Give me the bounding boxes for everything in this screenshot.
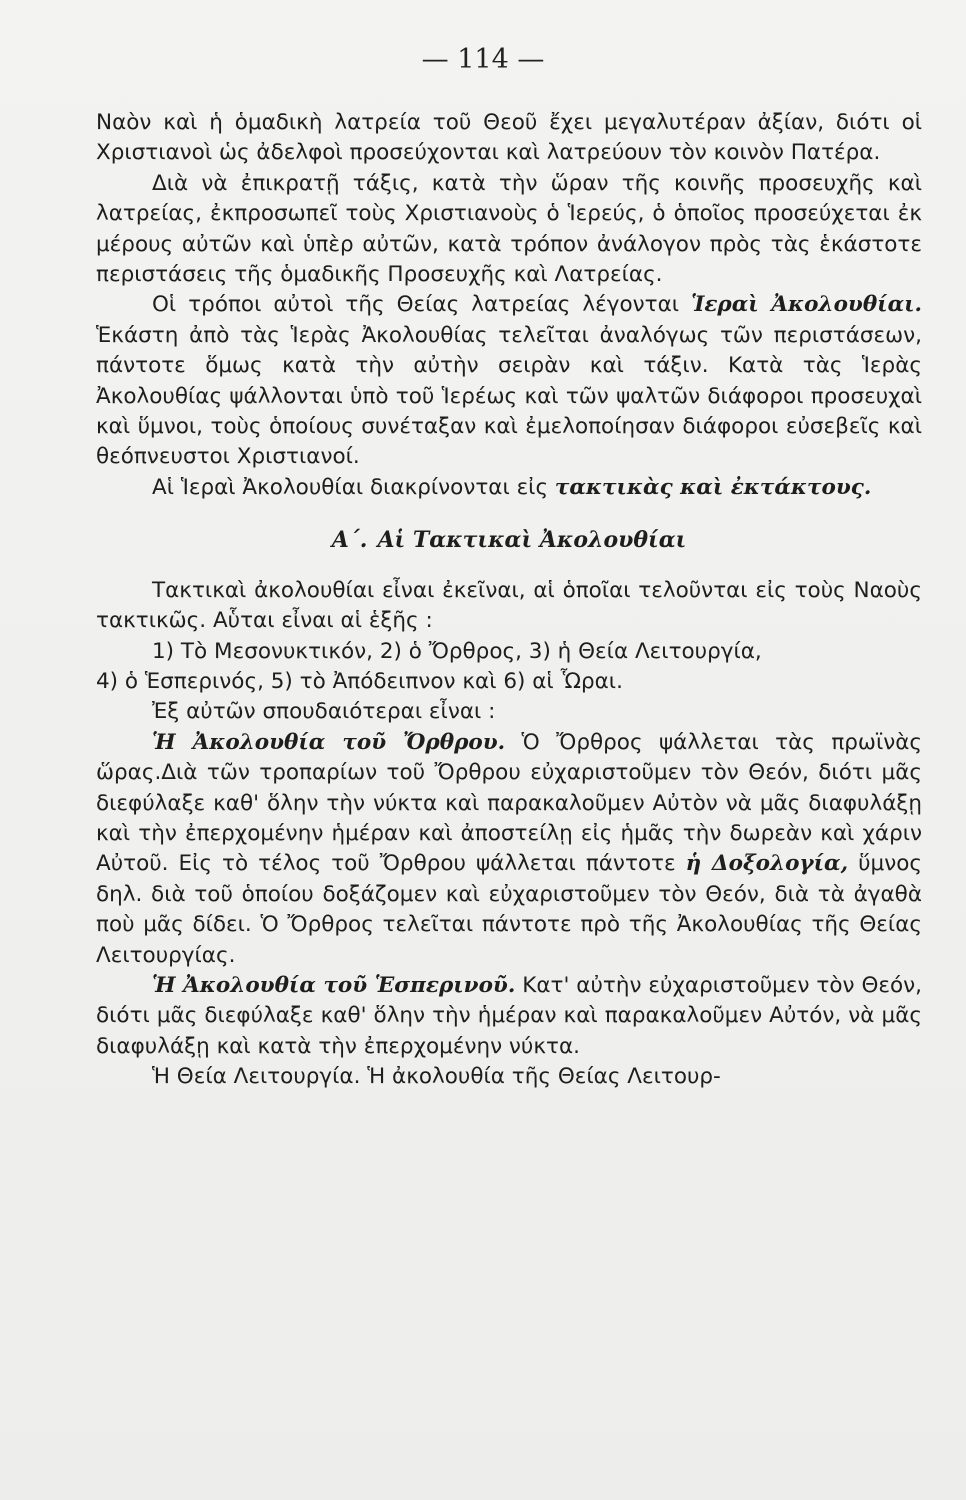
paragraph-orthros <box>96 728 922 971</box>
services-list-line-2: 4) ὁ Ἑσπερινός, 5) τὸ Ἀπόδειπνον καὶ 6) αἱ Ὧραι. <box>96 668 623 694</box>
paragraph-4 <box>96 473 922 503</box>
paragraph-4-text: Αἱ Ἱεραὶ Ἀκολουθίαι διακρίνονται εἰς <box>152 474 555 500</box>
term-doxologia: ἡ Δοξολογία, <box>685 851 849 877</box>
paragraph-3-rest: Ἑκάστη ἀπὸ τὰς Ἱερὰς Ἀκολουθίας τελεῖται ἀναλόγως τῶν περιστάσεων, πάντοτε ὅμως κατὰ τὴν αὐτὴν σειρὰν καὶ τάξιν. Κατὰ τὰς Ἱερὰς Ἀκολουθίας ψάλλονται ὑπὸ τοῦ Ἱερέως καὶ τῶν ψαλτῶν διάφοροι προσευχαὶ καὶ ὕμνοι, τοὺς ὁποίους συνέταξαν καὶ ἐμελοποίησαν διάφοροι εὐσεβεῖς καὶ θεόπνευστοι Χριστιανοί. <box>96 322 922 470</box>
page-body <box>96 108 922 1093</box>
section-letter: Α΄. <box>331 527 368 554</box>
term-ierai-akolouthiai: Ἱεραὶ Ἀκολουθίαι. <box>691 292 923 318</box>
paragraph-esperinos <box>96 971 922 1062</box>
term-orthros: Ἡ Ἀκολουθία τοῦ Ὄρθρου. <box>152 729 506 755</box>
paragraph-3-text: Οἱ τρόποι αὐτοὶ τῆς Θείας λατρείας λέγονται <box>152 292 692 318</box>
leitourgia-text: Ἡ ἀκολουθία τῆς Θείας Λειτουρ- <box>360 1064 721 1090</box>
paragraph-5: Τακτικαὶ ἀκολουθίαι εἶναι ἐκεῖναι, αἱ ὁποῖαι τελοῦνται εἰς τοὺς Ναοὺς τακτικῶς. Αὗται εἶναι αἱ ἑξῆς : <box>96 577 922 634</box>
term-esperinos: Ἡ Ἀκολουθία τοῦ Ἑσπερινοῦ. <box>152 972 516 998</box>
term-leitourgia: Ἡ Θεία Λειτουργία. <box>152 1064 361 1090</box>
services-list-line-1: 1) Τὸ Μεσονυκτικόν, 2) ὁ Ὄρθρος, 3) ἡ Θεία Λειτουργία, <box>152 638 762 664</box>
paragraph-1: Ναὸν καὶ ἡ ὁμαδικὴ λατρεία τοῦ Θεοῦ ἔχει μεγαλυτέραν ἀξίαν, διότι οἱ Χριστιανοὶ ὡς ἀδελφοὶ προσεύχονται καὶ λατρεύουν τὸν κοινὸν Πατέρα. <box>96 110 922 166</box>
section-heading <box>96 525 922 555</box>
paragraph-3 <box>96 290 922 472</box>
paragraph-leitourgia <box>96 1062 922 1092</box>
paragraph-6: Ἐξ αὐτῶν σπουδαιότεραι εἶναι : <box>152 699 496 725</box>
orthros-text-end: ὕμνος δηλ. διὰ τοῦ ὁποίου δοξάζομεν καὶ εὐχαριστοῦμεν τὸν Θεόν, διὰ τὰ ἀγαθὰ ποὺ μᾶς δίδει. Ὁ Ὄρθρος τελεῖται πάντοτε πρὸ τῆς Ἀκολουθίας τῆς Θείας Λειτουργίας. <box>96 851 922 968</box>
orthros-text: Ὁ Ὄρθρος ψάλλεται τὰς πρωϊνὰς ὥρας.Διὰ τῶν τροπαρίων τοῦ Ὄρθρου εὐχαριστοῦμεν τὸν Θεόν, διότι μᾶς διεφύλαξε καθ' ὅλην τὴν νύκτα καὶ παρακαλοῦμεν Αὐτὸν νὰ μᾶς διαφυλάξῃ καὶ τὴν ἐπερχομένην ἡμέραν καὶ ἀποστείλῃ εἰς ἡμᾶς τὴν δωρεὰν καὶ χάριν Αὐτοῦ. Εἰς τὸ τέλος τοῦ Ὄρθρου ψάλλεται πάντοτε <box>96 729 922 877</box>
esperinos-text: Κατ' αὐτὴν εὐχαριστοῦμεν τὸν Θεόν, διότι μᾶς διεφύλαξε καθ' ὅλην τὴν ἡμέραν καὶ παρακαλοῦμεν Αὐτόν, νὰ μᾶς διαφυλάξῃ καὶ κατὰ τὴν ἐπερχομένην νύκτα. <box>96 972 922 1059</box>
term-taktikas-ektaktous: τακτικὰς καὶ ἐκτάκτους. <box>554 474 872 500</box>
paragraph-2: Διὰ νὰ ἐπικρατῇ τάξις, κατὰ τὴν ὥραν τῆς κοινῆς προσευχῆς καὶ λατρείας, ἐκπροσωπεῖ τοὺς Χριστιανοὺς ὁ Ἱερεύς, ὁ ὁποῖος προσεύχεται ἐκ μέρους αὐτῶν καὶ ὑπὲρ αὐτῶν, κατὰ τρόπον ἀνάλογον πρὸς τὰς ἑκάστοτε περιστάσεις τῆς ὁμαδικῆς Προσευχῆς καὶ Λατρείας. <box>96 170 922 288</box>
section-title: Αἱ Τακτικαὶ Ἀκολουθίαι <box>377 527 687 554</box>
page-number: — 114 — <box>421 44 545 75</box>
